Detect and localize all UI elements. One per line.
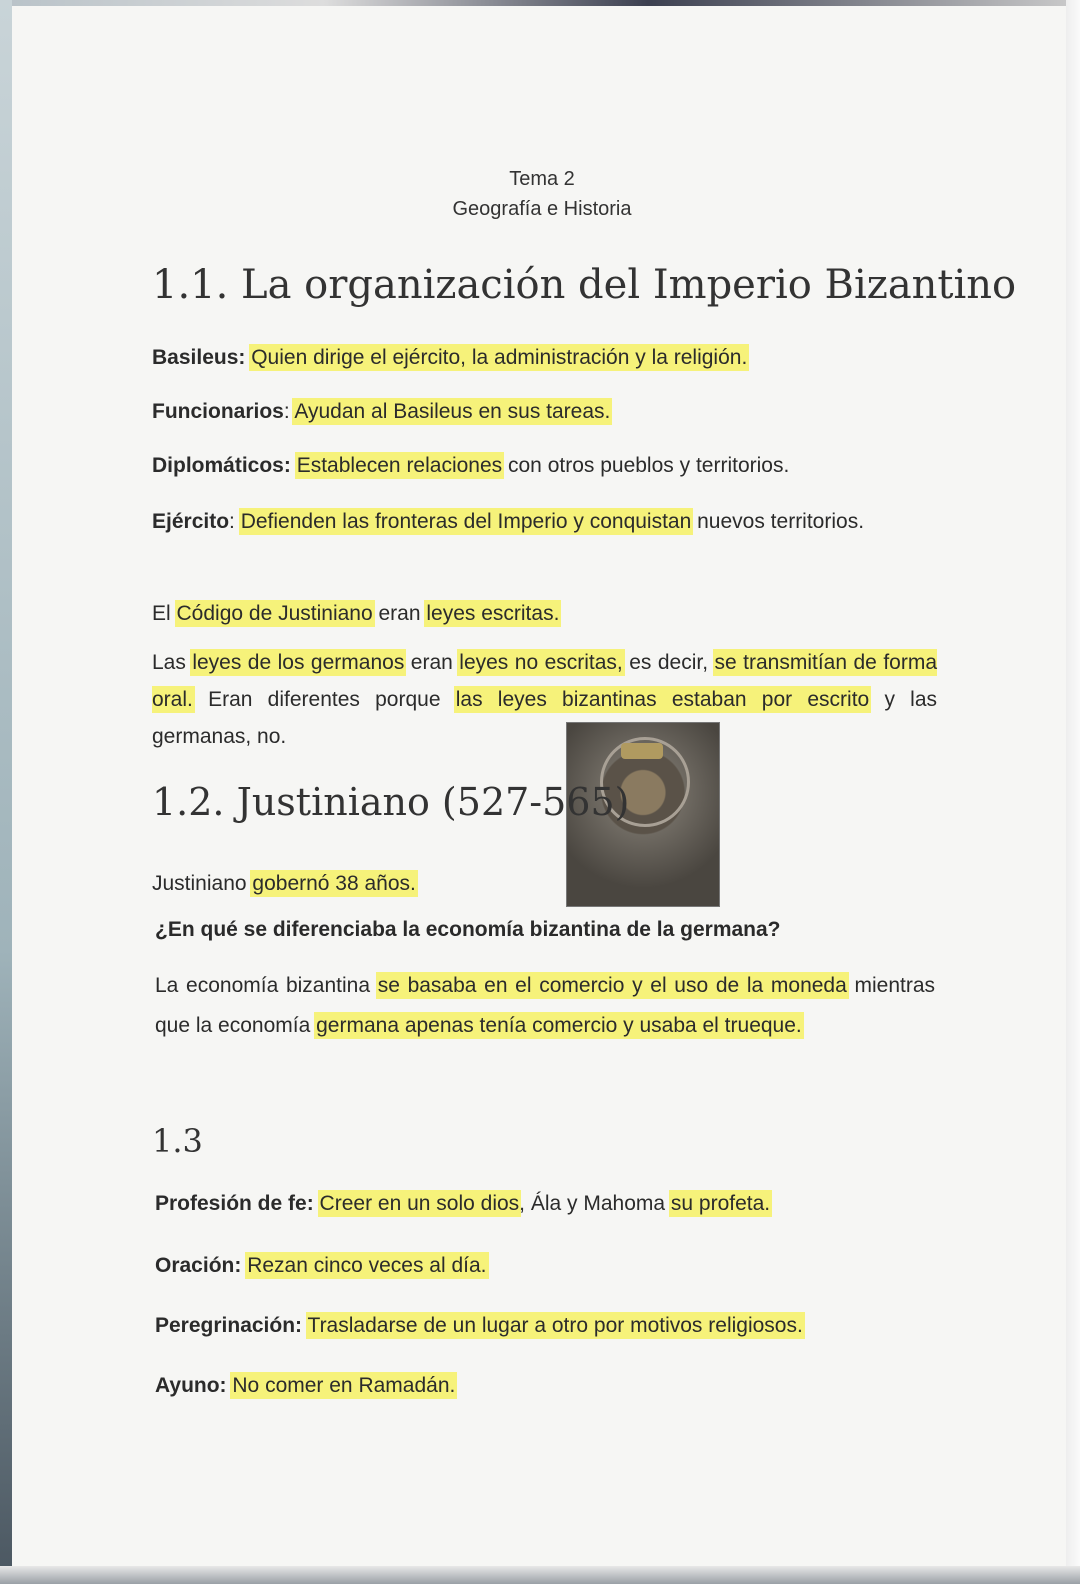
photo-edge-left xyxy=(0,0,12,1584)
highlighted-text: Defienden las fronteras del Imperio y conquistan xyxy=(240,510,692,533)
term-label: Peregrinación: xyxy=(155,1314,303,1337)
highlighted-text: gobernó 38 años. xyxy=(252,872,416,895)
paragraph xyxy=(155,1306,940,1345)
text-segment: mientras que la economía xyxy=(155,974,936,1037)
photo-edge-bottom xyxy=(0,1566,1080,1584)
term-label: Ayuno: xyxy=(155,1374,227,1397)
highlighted-text: Rezan cinco veces al día. xyxy=(247,1254,487,1277)
text-segment xyxy=(302,1314,307,1337)
text-segment: Eran diferentes porque xyxy=(192,688,456,711)
highlighted-text: No comer en Ramadán. xyxy=(232,1374,456,1397)
paragraph xyxy=(152,338,937,377)
paragraph xyxy=(152,392,937,431)
highlighted-text: Trasladarse de un lugar a otro por motivos religiosos. xyxy=(307,1314,803,1337)
section-3-title: 1.3 xyxy=(152,1122,203,1160)
paragraph xyxy=(152,864,937,903)
text-segment: : xyxy=(283,400,295,423)
term-label: Profesión de fe: xyxy=(155,1192,314,1215)
answer-paragraph xyxy=(155,966,935,1046)
text-segment: El xyxy=(152,602,177,625)
text-segment: con otros pueblos y territorios. xyxy=(502,454,790,477)
text-segment xyxy=(291,454,297,477)
term-label: Diplomáticos: xyxy=(152,454,291,477)
text-segment: eran xyxy=(404,651,460,674)
text-segment: La economía bizantina xyxy=(155,974,378,997)
term-label: Oración: xyxy=(155,1254,242,1277)
text-segment: Justiniano xyxy=(152,872,253,895)
term-label: Basileus: xyxy=(152,346,246,369)
highlighted-text: Ayudan al Basileus en sus tareas. xyxy=(294,400,611,423)
section-1-title: 1.1. La organización del Imperio Bizantino xyxy=(152,262,1017,308)
term-label: Ejército xyxy=(152,510,230,533)
highlighted-text: las leyes bizantinas estaban por escrito xyxy=(455,688,870,711)
section-2-title: 1.2. Justiniano (527-565) xyxy=(152,780,630,824)
highlighted-text: leyes escritas. xyxy=(426,602,560,625)
paragraph xyxy=(152,594,937,633)
highlighted-text: se basaba en el comercio y el uso de la moneda xyxy=(377,974,847,997)
text-segment: es decir, xyxy=(622,651,715,674)
highlighted-text: Creer en un solo dios xyxy=(319,1192,520,1215)
question: ¿En qué se diferenciaba la economía bizantina de la germana? xyxy=(155,918,781,941)
photo-edge-top xyxy=(0,0,1080,6)
highlighted-text: leyes no escritas, xyxy=(459,651,623,674)
paragraph xyxy=(152,644,937,755)
paragraph xyxy=(155,1246,940,1285)
highlighted-text: Código de Justiniano xyxy=(176,602,373,625)
text-segment: y las germanas, no. xyxy=(152,688,938,748)
highlighted-text: germana apenas tenía comercio y usaba el trueque. xyxy=(316,1014,802,1037)
topic-label: Tema 2 xyxy=(509,168,575,190)
subject-label: Geografía e Historia xyxy=(452,198,632,220)
highlighted-text: Quien dirige el ejército, la administración y la religión. xyxy=(251,346,748,369)
text-segment: eran xyxy=(372,602,427,625)
highlighted-text: Establecen relaciones xyxy=(296,454,503,477)
paragraph xyxy=(155,1366,940,1405)
photo-edge-right xyxy=(1066,0,1080,1584)
text-segment: nuevos territorios. xyxy=(691,510,865,533)
highlighted-text: leyes de los germanos xyxy=(192,651,405,674)
text-segment xyxy=(314,1192,320,1215)
paragraph xyxy=(152,446,937,485)
term-label: Funcionarios xyxy=(152,400,284,423)
highlighted-text: su profeta. xyxy=(670,1192,771,1215)
text-segment: : xyxy=(229,510,241,533)
highlighted-text: se transmitían de forma oral. xyxy=(152,651,937,711)
text-segment: Las xyxy=(152,651,193,674)
text-segment: , Ála y Mahoma xyxy=(519,1192,671,1215)
paragraph xyxy=(152,502,937,542)
paragraph xyxy=(155,1184,940,1223)
